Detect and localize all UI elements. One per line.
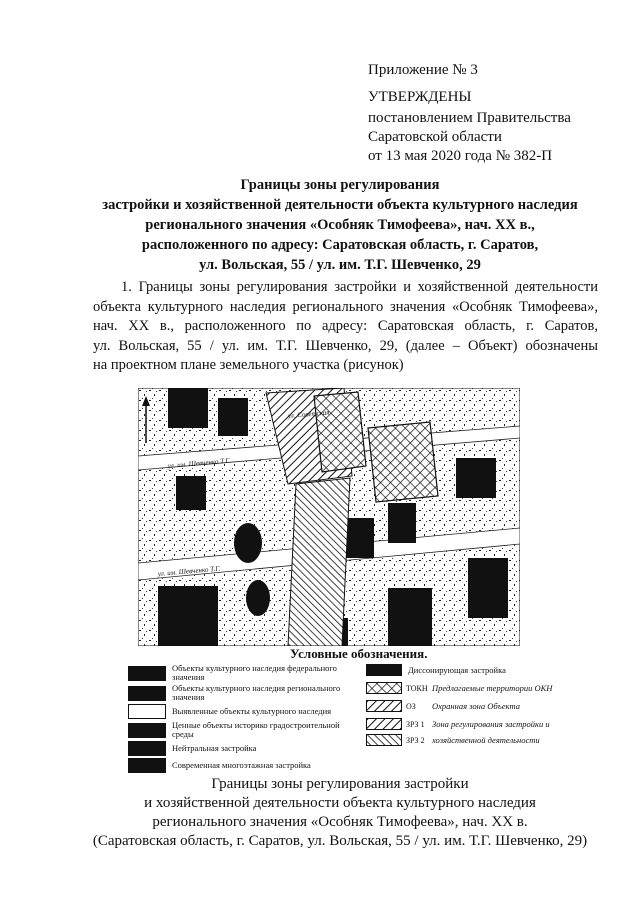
legend-item-regional [128, 684, 358, 702]
approved-region: Саратовской области [368, 129, 502, 145]
approval-block [368, 88, 571, 166]
legend-item-neutral [128, 741, 358, 756]
street-label-middle: ул. им. Шевченко Т.Г. [167, 456, 231, 470]
legend-item-zrz1 [366, 718, 586, 730]
legend-swatch-backhatch [366, 734, 402, 746]
legend-label: Охранная зона Объекта [432, 700, 520, 711]
legend-label: Диссонирующая застройка [408, 664, 506, 675]
legend-swatch [128, 741, 166, 756]
document-title [70, 175, 610, 275]
legend-swatch-crosshatch [366, 682, 402, 694]
legend-label: Объекты культурного наследия регионального значения [172, 683, 341, 702]
paragraph-line-5: на проектном плане земельного участка (рисунок) [93, 357, 404, 373]
approved-by: постановлением Правительства [368, 110, 571, 126]
street-label-top: ул. Советская [287, 408, 330, 420]
legend-label: Зона регулирования застройки и [432, 718, 550, 729]
paragraph-line-2: объекта культурного наследия регионального значения «Особняк Тимофеева», [93, 298, 598, 315]
legend-swatch [128, 758, 166, 773]
legend-left-column [128, 664, 358, 775]
legend-swatch [128, 704, 166, 719]
figure-caption [60, 775, 620, 851]
legend-label: Предлагаемые территории ОКН [432, 682, 553, 693]
paragraph-line-4: ул. Вольская, 55 / ул. им. Т.Г. Шевченко, 29, (далее – Объект) обозначены [93, 337, 598, 354]
body-paragraph [93, 278, 598, 376]
caption-line-4: (Саратовская область, г. Саратов, ул. Вольская, 55 / ул. им. Т.Г. Шевченко, 29) [92, 833, 588, 849]
appendix-label: Приложение № 3 [368, 62, 478, 78]
legend-title: Условные обозначения. [290, 646, 428, 661]
legend-swatch-hatch [366, 718, 402, 730]
legend-item-modern [128, 758, 358, 773]
legend-item-zrz2 [366, 734, 586, 746]
title-line-5: ул. Вольская, 55 / ул. им. Т.Г. Шевченко, 29 [199, 257, 481, 273]
legend-code: ЗРЗ 2 [406, 735, 425, 745]
paragraph-line-3: нач. XX в., расположенного по адресу: Саратовская область, г. Саратов, [93, 318, 598, 334]
legend-swatch [128, 686, 166, 701]
title-line-2: застройки и хозяйственной деятельности объекта культурного наследия [102, 197, 578, 213]
legend-item-valuable [128, 721, 358, 739]
legend-label: Выявленные объекты культурного наследия [172, 706, 332, 716]
legend-right-column [366, 664, 586, 748]
caption-line-1: Границы зоны регулирования застройки [211, 776, 469, 792]
legend-item-oz [366, 700, 586, 712]
legend-swatch-hatch [366, 700, 402, 712]
legend-code: ОЗ [406, 701, 416, 711]
legend-code: ЗРЗ 1 [406, 719, 425, 729]
legend-item-tokn [366, 682, 586, 694]
legend-label: Нейтральная застройка [172, 743, 257, 753]
street-label-bottom: ул. им. Шевченко Т.Г. [157, 564, 221, 578]
paragraph-line-1: 1. Границы зоны регулирования застройки и хозяйственной деятельности [121, 279, 598, 295]
caption-line-3: регионального значения «Особняк Тимофеева», нач. XX в. [152, 814, 528, 830]
title-line-4: расположенного по адресу: Саратовская область, г. Саратов, [141, 237, 539, 253]
legend-item-identified [128, 704, 358, 719]
legend-label: хозяйственной деятельности [432, 734, 540, 745]
legend-label: Современная многоэтажная застройка [172, 760, 311, 770]
title-line-3: регионального значения «Особняк Тимофеева», нач. XX в., [145, 217, 535, 233]
legend-label: Объекты культурного наследия федерального значения [172, 663, 337, 682]
legend-swatch [128, 723, 166, 738]
legend-label: Ценные объекты историко градостроительной среды [172, 720, 340, 739]
approved-heading: УТВЕРЖДЕНЫ [368, 89, 472, 105]
legend-item-dissonant [366, 664, 586, 676]
legend-swatch [128, 666, 166, 681]
title-line-1: Границы зоны регулирования [240, 177, 440, 193]
approved-date-number: от 13 мая 2020 года № 382-П [368, 148, 553, 164]
legend-item-federal [128, 664, 358, 682]
caption-line-2: и хозяйственной деятельности объекта культурного наследия [144, 795, 536, 811]
legend-code: ТОКН [406, 683, 428, 693]
legend-swatch [366, 664, 402, 676]
site-plan-map [138, 388, 520, 646]
